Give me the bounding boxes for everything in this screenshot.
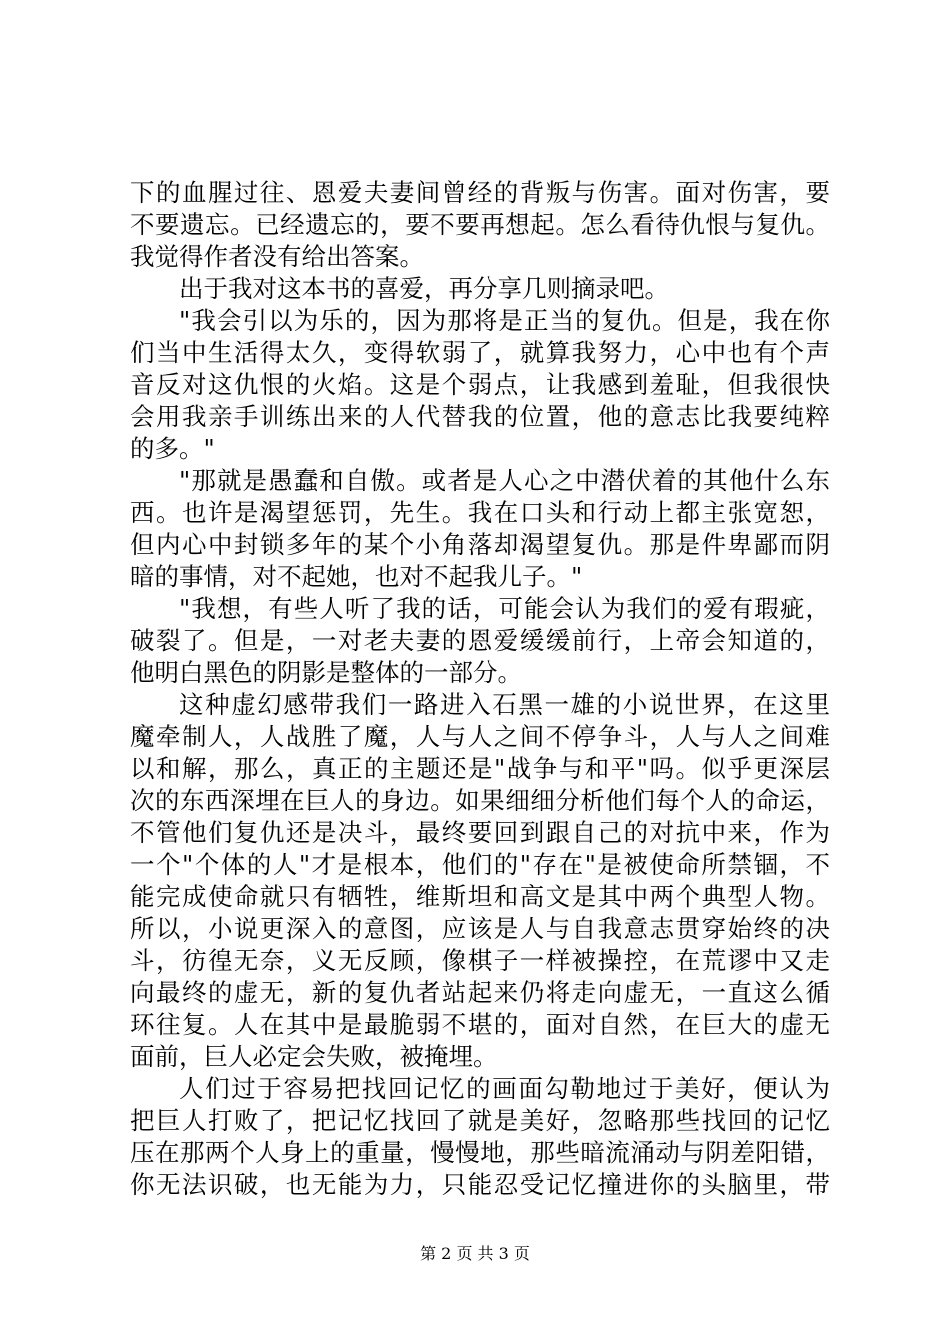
text-line: 一个"个体的人"才是根本，他们的"存在"是被使命所禁锢，不 — [130, 850, 830, 879]
text-line: 暗的事情，对不起她，也对不起我儿子。" — [130, 562, 583, 591]
text-line: 环往复。人在其中是最脆弱不堪的，面对自然，在巨大的虚无 — [130, 1010, 830, 1039]
text-line: "那就是愚蠢和自傲。或者是人心之中潜伏着的其他什么东 — [179, 466, 830, 495]
text-line: 我觉得作者没有给出答案。 — [130, 242, 424, 271]
text-line: 这种虚幻感带我们一路进入石黑一雄的小说世界，在这里 — [179, 690, 830, 719]
document-body — [130, 177, 830, 1201]
text-line: 西。也许是渴望惩罚，先生。我在口头和行动上都主张宽恕， — [130, 498, 830, 527]
text-line: 出于我对这本书的喜爱，再分享几则摘录吧。 — [179, 274, 669, 303]
text-line: 压在那两个人身上的重量，慢慢地，那些暗流涌动与阴差阳错， — [130, 1138, 830, 1167]
text-line: "我会引以为乐的，因为那将是正当的复仇。但是，我在你 — [179, 306, 830, 335]
text-line: 下的血腥过往、恩爱夫妻间曾经的背叛与伤害。面对伤害，要 — [130, 178, 830, 207]
text-line: 会用我亲手训练出来的人代替我的位置，他的意志比我要纯粹 — [130, 402, 830, 431]
text-line: 不要遗忘。已经遗忘的，要不要再想起。怎么看待仇恨与复仇。 — [130, 210, 830, 239]
text-line: 把巨人打败了，把记忆找回了就是美好，忽略那些找回的记忆 — [130, 1106, 830, 1135]
text-line: 的多。" — [130, 434, 215, 463]
text-line: 破裂了。但是，一对老夫妻的恩爱缓缓前行，上帝会知道的， — [130, 626, 830, 655]
text-line: 以和解，那么，真正的主题还是"战争与和平"吗。似乎更深层 — [130, 754, 830, 783]
text-line: 次的东西深埋在巨人的身边。如果细细分析他们每个人的命运， — [130, 786, 830, 815]
page-number-footer: 第 2 页 共 3 页 — [420, 1244, 530, 1263]
text-line: 不管他们复仇还是决斗，最终要回到跟自己的对抗中来，作为 — [130, 818, 830, 847]
text-line: 你无法识破，也无能为力，只能忍受记忆撞进你的头脑里，带 — [130, 1170, 830, 1199]
text-line: 向最终的虚无，新的复仇者站起来仍将走向虚无，一直这么循 — [130, 978, 830, 1007]
text-line: 人们过于容易把找回记忆的画面勾勒地过于美好，便认为 — [179, 1074, 830, 1103]
text-line: 所以，小说更深入的意图，应该是人与自我意志贯穿始终的决 — [130, 914, 830, 943]
text-line: 能完成使命就只有牺牲，维斯坦和高文是其中两个典型人物。 — [130, 882, 830, 911]
text-line: 们当中生活得太久，变得软弱了，就算我努力，心中也有个声 — [130, 338, 830, 367]
text-line: 音反对这仇恨的火焰。这是个弱点，让我感到羞耻，但我很快 — [130, 370, 830, 399]
text-line: 他明白黑色的阴影是整体的一部分。 — [130, 658, 522, 687]
text-line: 面前，巨人必定会失败，被掩埋。 — [130, 1042, 498, 1071]
text-line: 但内心中封锁多年的某个小角落却渴望复仇。那是件卑鄙而阴 — [130, 530, 830, 559]
text-line: "我想，有些人听了我的话，可能会认为我们的爱有瑕疵， — [179, 594, 830, 623]
text-line: 斗，彷徨无奈，义无反顾，像棋子一样被操控，在荒谬中又走 — [130, 946, 830, 975]
text-line: 魔牵制人，人战胜了魔，人与人之间不停争斗，人与人之间难 — [130, 722, 830, 751]
